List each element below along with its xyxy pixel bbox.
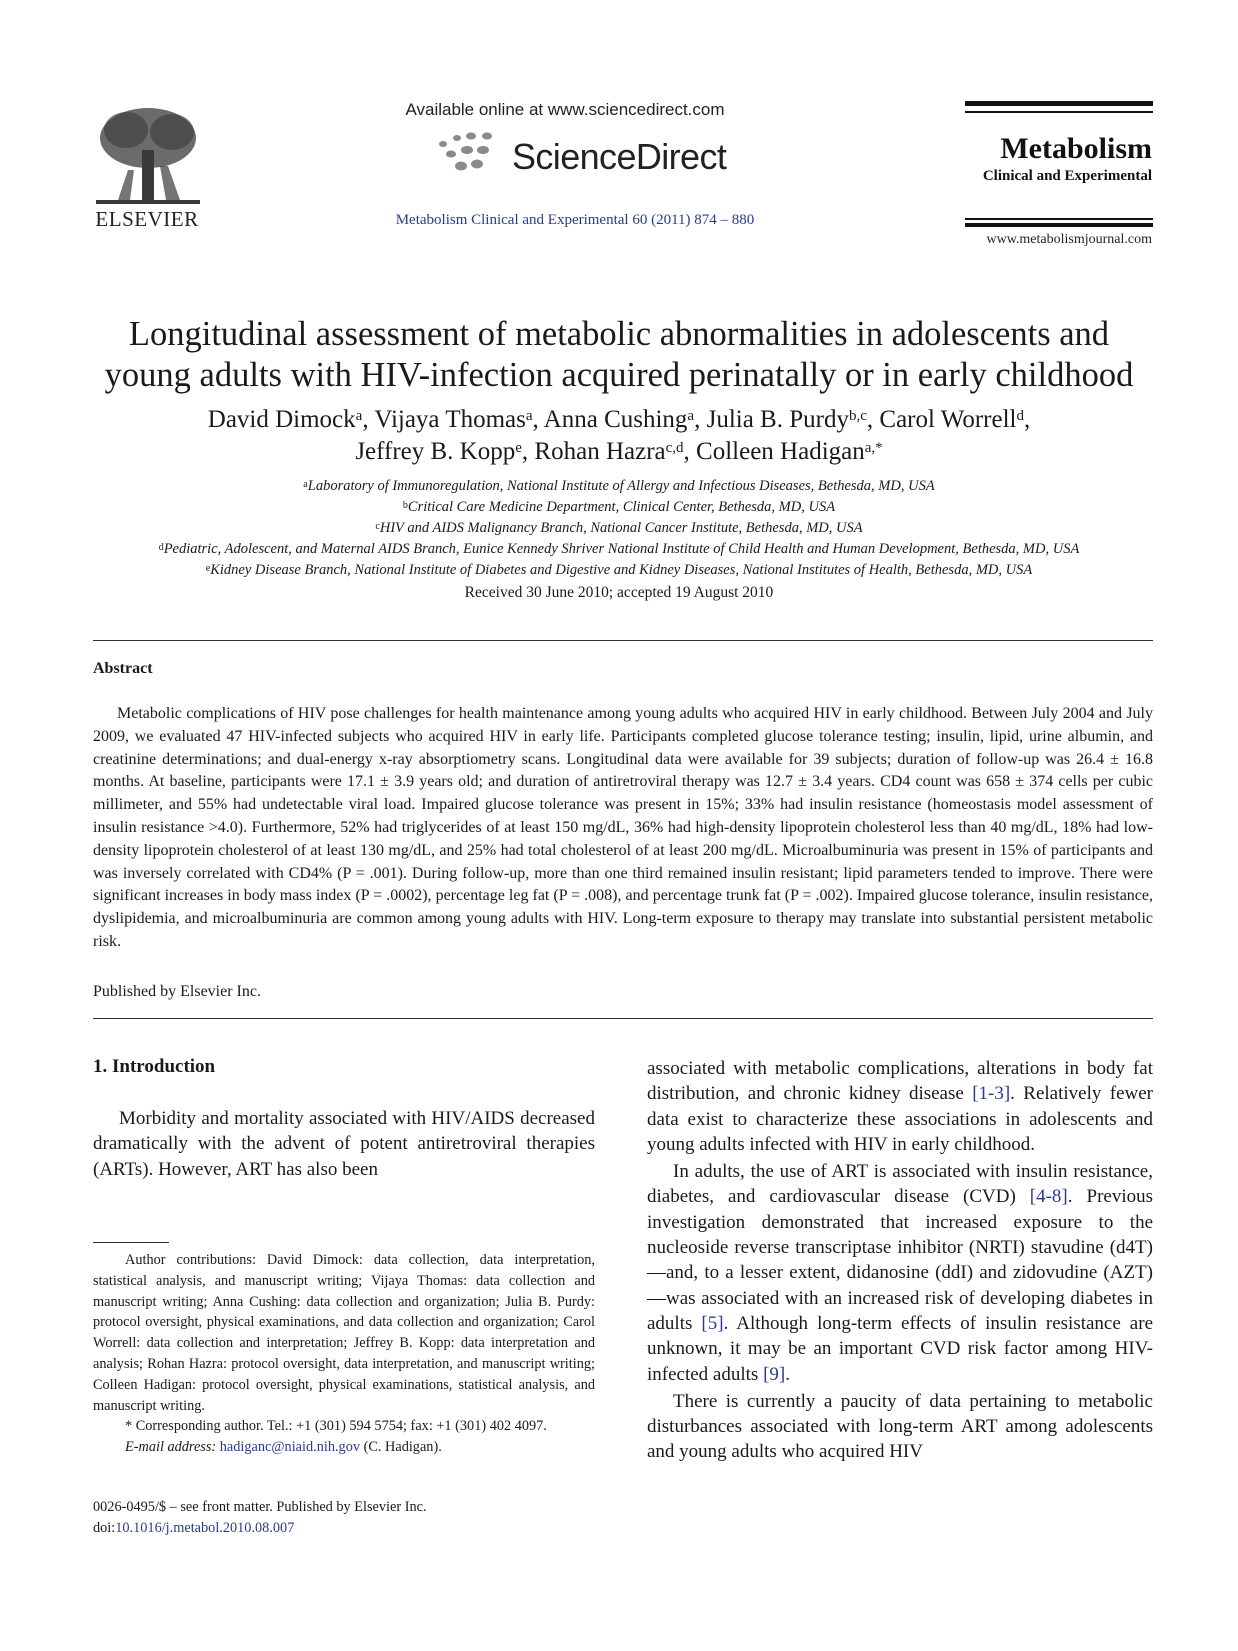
email-line: E-mail address: hadiganc@niaid.nih.gov (C. Hadigan). xyxy=(125,1439,442,1456)
front-matter xyxy=(93,1497,595,1539)
section-heading: 1. Introduction xyxy=(93,1056,216,1077)
article-title-line: Longitudinal assessment of metabolic abnormalities in adolescents and xyxy=(128,315,1110,353)
email-link[interactable]: hadiganc@niaid.nih.gov xyxy=(219,1439,360,1456)
author: David Dimock$^a$, xyxy=(207,406,375,433)
citation-link[interactable]: [4-8] xyxy=(1029,1186,1068,1208)
journal-rule-bottom-thin xyxy=(965,218,1153,220)
affiliation: $^c$HIV and AIDS Malignancy Branch, National Cancer Institute, Bethesda, MD, USA xyxy=(375,520,863,536)
citation-link[interactable]: [1-3] xyxy=(972,1083,1011,1105)
author: Carol Worrell$^d$, xyxy=(879,406,1031,433)
sciencedirect-wordmark: ScienceDirect xyxy=(512,136,727,177)
doi-link[interactable]: 10.1016/j.metabol.2010.08.007 xyxy=(115,1520,295,1536)
citation-link[interactable]: [5] xyxy=(701,1312,724,1334)
abstract-divider-top xyxy=(93,640,1153,641)
author: Rohan Hazra$^{c,d}$, xyxy=(534,438,697,465)
abstract-heading: Abstract xyxy=(93,660,153,677)
journal-rule-top-thin xyxy=(965,111,1153,113)
journal-title: Metabolism xyxy=(1000,132,1152,165)
citation-link[interactable]: [9] xyxy=(763,1363,786,1385)
author-line xyxy=(60,404,1178,436)
sciencedirect-dots-icon xyxy=(437,130,507,180)
abstract-divider-bottom xyxy=(93,1018,1153,1019)
author: Vijaya Thomas$^a$, xyxy=(374,406,544,433)
author-contributions: Author contributions: David Dimock: data collection, data interpretation, statistical analysis, and manuscript writing; Vijaya Thomas: data collection and manuscript writing; Anna Cushing: data collection and organization; Julia B. Purdy: protocol oversight, physical examinations, and data collection and organization; Carol Worrell: data collection and interpretation; Jeffrey B. Kopp: data interpretation and analysis; Rohan Hazra: protocol oversight, data interpretation, and manuscript writing; Colleen Hadigan: protocol oversight, physical examinations, statistical analysis, and manuscript writing. xyxy=(93,1252,595,1414)
footnotes xyxy=(93,1250,595,1458)
available-online-text: Available online at www.sciencedirect.com xyxy=(405,100,725,119)
journal-subtitle: Clinical and Experimental xyxy=(982,168,1152,184)
footnote-rule xyxy=(93,1242,169,1243)
elsevier-wordmark: ELSEVIER xyxy=(95,207,199,231)
affiliation: $^a$Laboratory of Immunoregulation, National Institute of Allergy and Infectious Diseases, Bethesda, MD, USA xyxy=(303,478,935,494)
author-list xyxy=(60,404,1178,468)
right-column xyxy=(647,1056,1153,1467)
abstract-text: Metabolic complications of HIV pose challenges for health maintenance among young adults who acquired HIV in early childhood. Between July 2004 and July 2009, we evaluated 47 HIV-infected subjects who acquired HIV in early life. Participants completed glucose tolerance testing; insulin, lipid, urine albumin, and creatinine determinations; and dual-energy x-ray absorptiometry scans. Longitudinal data were available for 39 subjects; duration of follow-up was 26.4 ± 16.8 months. At baseline, participants were 17.1 ± 3.9 years old; and duration of antiretroviral therapy was 12.7 ± 3.4 years. CD4 count was 658 ± 374 cells per cubic millimeter, and 55% had undetectable viral load. Impaired glucose tolerance was present in 15%; 33% had insulin resistance (homeostasis model assessment of insulin resistance >4.0). Furthermore, 52% had triglycerides of at least 150 mg/dL, 36% had high-density lipoprotein cholesterol less than 40 mg/dL, 18% had low-density lipoprotein cholesterol of at least 130 mg/dL, and 25% had total cholesterol of at least 200 mg/dL. Microalbuminuria was present in 15% of participants and was inversely correlated with CD4% (P = .001). During follow-up, more than one third remained insulin resistant; lipid parameters tended to improve. There were significant increases in body mass index (P = .0002), percentage leg fat (P = .008), and percentage trunk fat (P = .002). Impaired glucose tolerance, insulin resistance, dyslipidemia, and microalbuminuria are common among young adults with HIV. Long-term exposure to therapy may translate into substantial persistent metabolic risk. xyxy=(93,705,1153,950)
author: Colleen Hadigan$^{a,*}$ xyxy=(696,438,883,465)
article-title-line: young adults with HIV-infection acquired perinatally or in early childhood xyxy=(104,356,1134,394)
issn-line: 0026-0495/$ – see front matter. Published by Elsevier Inc. xyxy=(93,1499,427,1515)
author: Jeffrey B. Kopp$^e$, xyxy=(355,438,535,465)
journal-citation-link[interactable]: Metabolism Clinical and Experimental 60 (2011) 874 – 880 xyxy=(395,212,755,228)
left-column xyxy=(93,1106,595,1182)
corresponding-author: * Corresponding author. Tel.: +1 (301) 594 5754; fax: +1 (301) 402 4097. xyxy=(125,1418,547,1435)
author-line xyxy=(60,436,1178,468)
doi-line: doi:10.1016/j.metabol.2010.08.007 xyxy=(93,1520,295,1536)
journal-rule-bottom xyxy=(965,223,1153,227)
journal-rule-top xyxy=(965,101,1153,106)
paragraph: associated with metabolic complications, alterations in body fat distribution, and chronic kidney disease [1-3]. Relatively fewer data exist to characterize these associations in adolescents and young adults infected with HIV in early childhood. xyxy=(647,1058,1153,1155)
affiliation: $^d$Pediatric, Adolescent, and Maternal AIDS Branch, Eunice Kennedy Shriver National Institute of Child Health and Human Development, Bethesda, MD, USA xyxy=(158,541,1080,557)
paragraph: Morbidity and mortality associated with HIV/AIDS decreased dramatically with the advent of potent antiretroviral therapies (ARTs). However, ART has also been xyxy=(93,1108,595,1180)
affiliation: $^b$Critical Care Medicine Department, Clinical Center, Bethesda, MD, USA xyxy=(402,499,836,515)
paragraph: In adults, the use of ART is associated with insulin resistance, diabetes, and cardiovascular disease (CVD) [4-8]. Previous investigation demonstrated that increased exposure to the nucleoside reverse transcriptase inhibitor (NRTI) stavudine (d4T)—and, to a lesser extent, didanosine (ddI) and zidovudine (AZT)—was associated with an increased risk of developing diabetes in adults [5]. Although long-term effects of insulin resistance are unknown, it may be an important CVD risk factor among HIV-infected adults [9]. xyxy=(647,1161,1154,1385)
affiliation-list xyxy=(60,476,1178,581)
author: Julia B. Purdy$^{b,c}$, xyxy=(706,406,880,433)
affiliation: $^e$Kidney Disease Branch, National Institute of Diabetes and Digestive and Kidney Diseases, National Institutes of Health, Bethesda, MD, USA xyxy=(205,562,1033,578)
journal-url[interactable]: www.metabolismjournal.com xyxy=(986,232,1152,247)
abstract-publisher: Published by Elsevier Inc. xyxy=(93,983,261,1000)
paragraph: There is currently a paucity of data pertaining to metabolic disturbances associated with long-term ART among adolescents and young adults who acquired HIV xyxy=(647,1390,1153,1463)
received-dates: Received 30 June 2010; accepted 19 August 2010 xyxy=(464,584,774,601)
article-title xyxy=(60,314,1178,396)
author: Anna Cushing$^a$, xyxy=(543,406,707,433)
